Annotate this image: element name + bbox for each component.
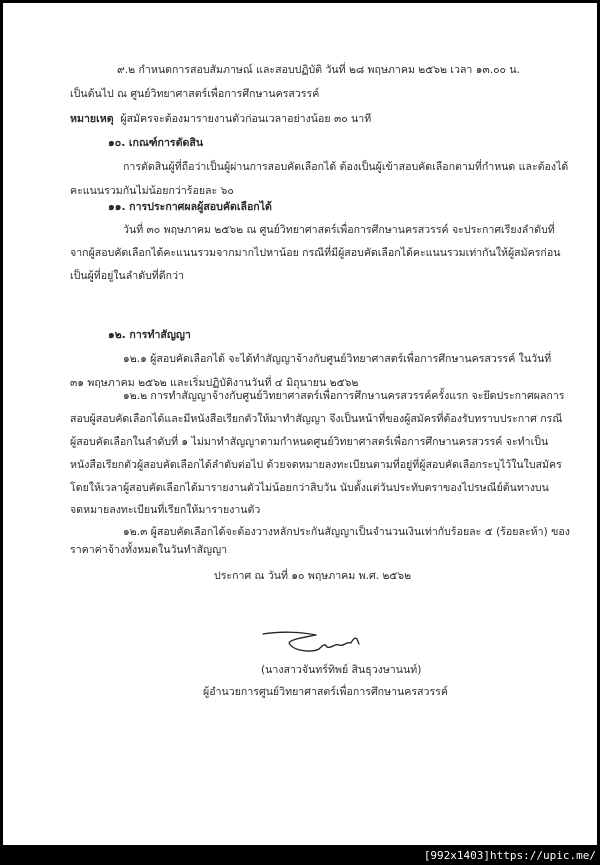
section-12-3-line-1: ๑๒.๓ ผู้สอบคัดเลือกได้จะต้องวางหลักประกันสัญญาเป็นจำนวนเงินเท่ากับร้อยละ ๕ (ร้อยละห้า) ของ xyxy=(123,526,570,538)
section-11-line-3: เป็นผู้ที่อยู่ในลำดับที่ดีกว่า xyxy=(70,270,184,282)
note-label: หมายเหตุ xyxy=(70,113,114,125)
signatory-position: ผู้อำนวยการศูนย์วิทยาศาสตร์เพื่อการศึกษานครสวรรค์ xyxy=(203,686,448,698)
note xyxy=(70,112,371,126)
section-11-line-2: จากผู้สอบคัดเลือกได้คะแนนรวมจากมากไปหาน้อย กรณีที่มีผู้สอบคัดเลือกได้คะแนนรวมเท่ากันให้ผู้สมัครก่อน xyxy=(70,247,561,259)
section-12-3-line-2: ราคาค่าจ้างทั้งหมดในวันทำสัญญา xyxy=(70,544,228,556)
section-12-1-line-2: ๓๑ พฤษภาคม ๒๕๖๒ และเริ่มปฏิบัติงานวันที่ ๔ มิถุนายน ๒๕๖๒ xyxy=(70,377,359,389)
section-10-line-1: การตัดสินผู้ที่ถือว่าเป็นผู้ผ่านการสอบคัดเลือกได้ ต้องเป็นผู้เข้าสอบคัดเลือกตามที่กำหนด และต้องได้ xyxy=(123,161,569,173)
signature-image xyxy=(261,629,381,659)
section-12-2-line-2: สอบผู้สอบคัดเลือกได้และมีหนังสือเรียกตัวให้มาทำสัญญา จึงเป็นหน้าที่ของผู้สมัครที่ต้องรับทราบประกาศ กรณี xyxy=(70,413,563,425)
signatory-name: (นางสาวจันทร์ทิพย์ สินธุวงษานนท์) xyxy=(261,664,422,676)
section-12-1-line-1: ๑๒.๑ ผู้สอบคัดเลือกได้ จะได้ทำสัญญาจ้างกับศูนย์วิทยาศาสตร์เพื่อการศึกษานครสวรรค์ ในวันที่ xyxy=(123,353,552,365)
section-9-2-line-2: เป็นต้นไป ณ ศูนย์วิทยาศาสตร์เพื่อการศึกษานครสวรรค์ xyxy=(70,88,320,100)
section-10-line-2: คะแนนรวมกันไม่น้อยกว่าร้อยละ ๖๐ xyxy=(70,185,234,197)
note-text: ผู้สมัครจะต้องมารายงานตัวก่อนเวลาอย่างน้อย ๓๐ นาที xyxy=(120,113,372,125)
section-12-2-line-1: ๑๒.๒ การทำสัญญาจ้างกับศูนย์วิทยาศาสตร์เพื่อการศึกษานครสวรรค์ครั้งแรก จะยึดประกาศผลการ xyxy=(123,390,565,402)
section-12-2-line-6: จดหมายลงทะเบียนที่เรียกให้มารายงานตัว xyxy=(70,504,261,516)
section-11-heading: ๑๑. การประกาศผลผู้สอบคัดเลือกได้ xyxy=(108,201,272,213)
section-12-heading: ๑๒. การทำสัญญา xyxy=(108,329,191,341)
section-10-heading: ๑๐. เกณฑ์การตัดสิน xyxy=(108,137,204,149)
section-12-2-line-3: ผู้สอบคัดเลือกในลำดับที่ ๑ ไม่มาทำสัญญาตามกำหนดศูนย์วิทยาศาสตร์เพื่อการศึกษานครสวรรค์ จะทำเป็น xyxy=(70,436,549,448)
document-page xyxy=(3,3,597,845)
announcement-date: ประกาศ ณ วันที่ ๑๐ พฤษภาคม พ.ศ. ๒๕๖๒ xyxy=(214,570,412,582)
footer-bar xyxy=(0,845,600,865)
section-12-2-line-5: โดยให้เวลาผู้สอบคัดเลือกได้มารายงานตัวไม่น้อยกว่าสิบวัน นับตั้งแต่วันประทับตราของไปรษณีย์ต้นทางบน xyxy=(70,482,549,494)
section-9-2-line-1: ๙.๒ กำหนดการสอบสัมภาษณ์ และสอบปฏิบัติ วันที่ ๒๘ พฤษภาคม ๒๕๖๒ เวลา ๑๓.๐๐ น. xyxy=(117,64,520,76)
section-11-line-1: วันที่ ๓๐ พฤษภาคม ๒๕๖๒ ณ ศูนย์วิทยาศาสตร์เพื่อการศึกษานครสวรรค์ จะประกาศเรียงลำดับที่ xyxy=(123,224,555,236)
section-12-2-line-4: หนังสือเรียกตัวผู้สอบคัดเลือกได้ลำดับต่อไป ด้วยจดหมายลงทะเบียนตามที่อยู่ที่ผู้สอบคัดเลือกระบุไว้ในใบสมัคร xyxy=(70,459,562,471)
image-watermark: [992x1403]https://upic.me/ xyxy=(423,849,596,862)
